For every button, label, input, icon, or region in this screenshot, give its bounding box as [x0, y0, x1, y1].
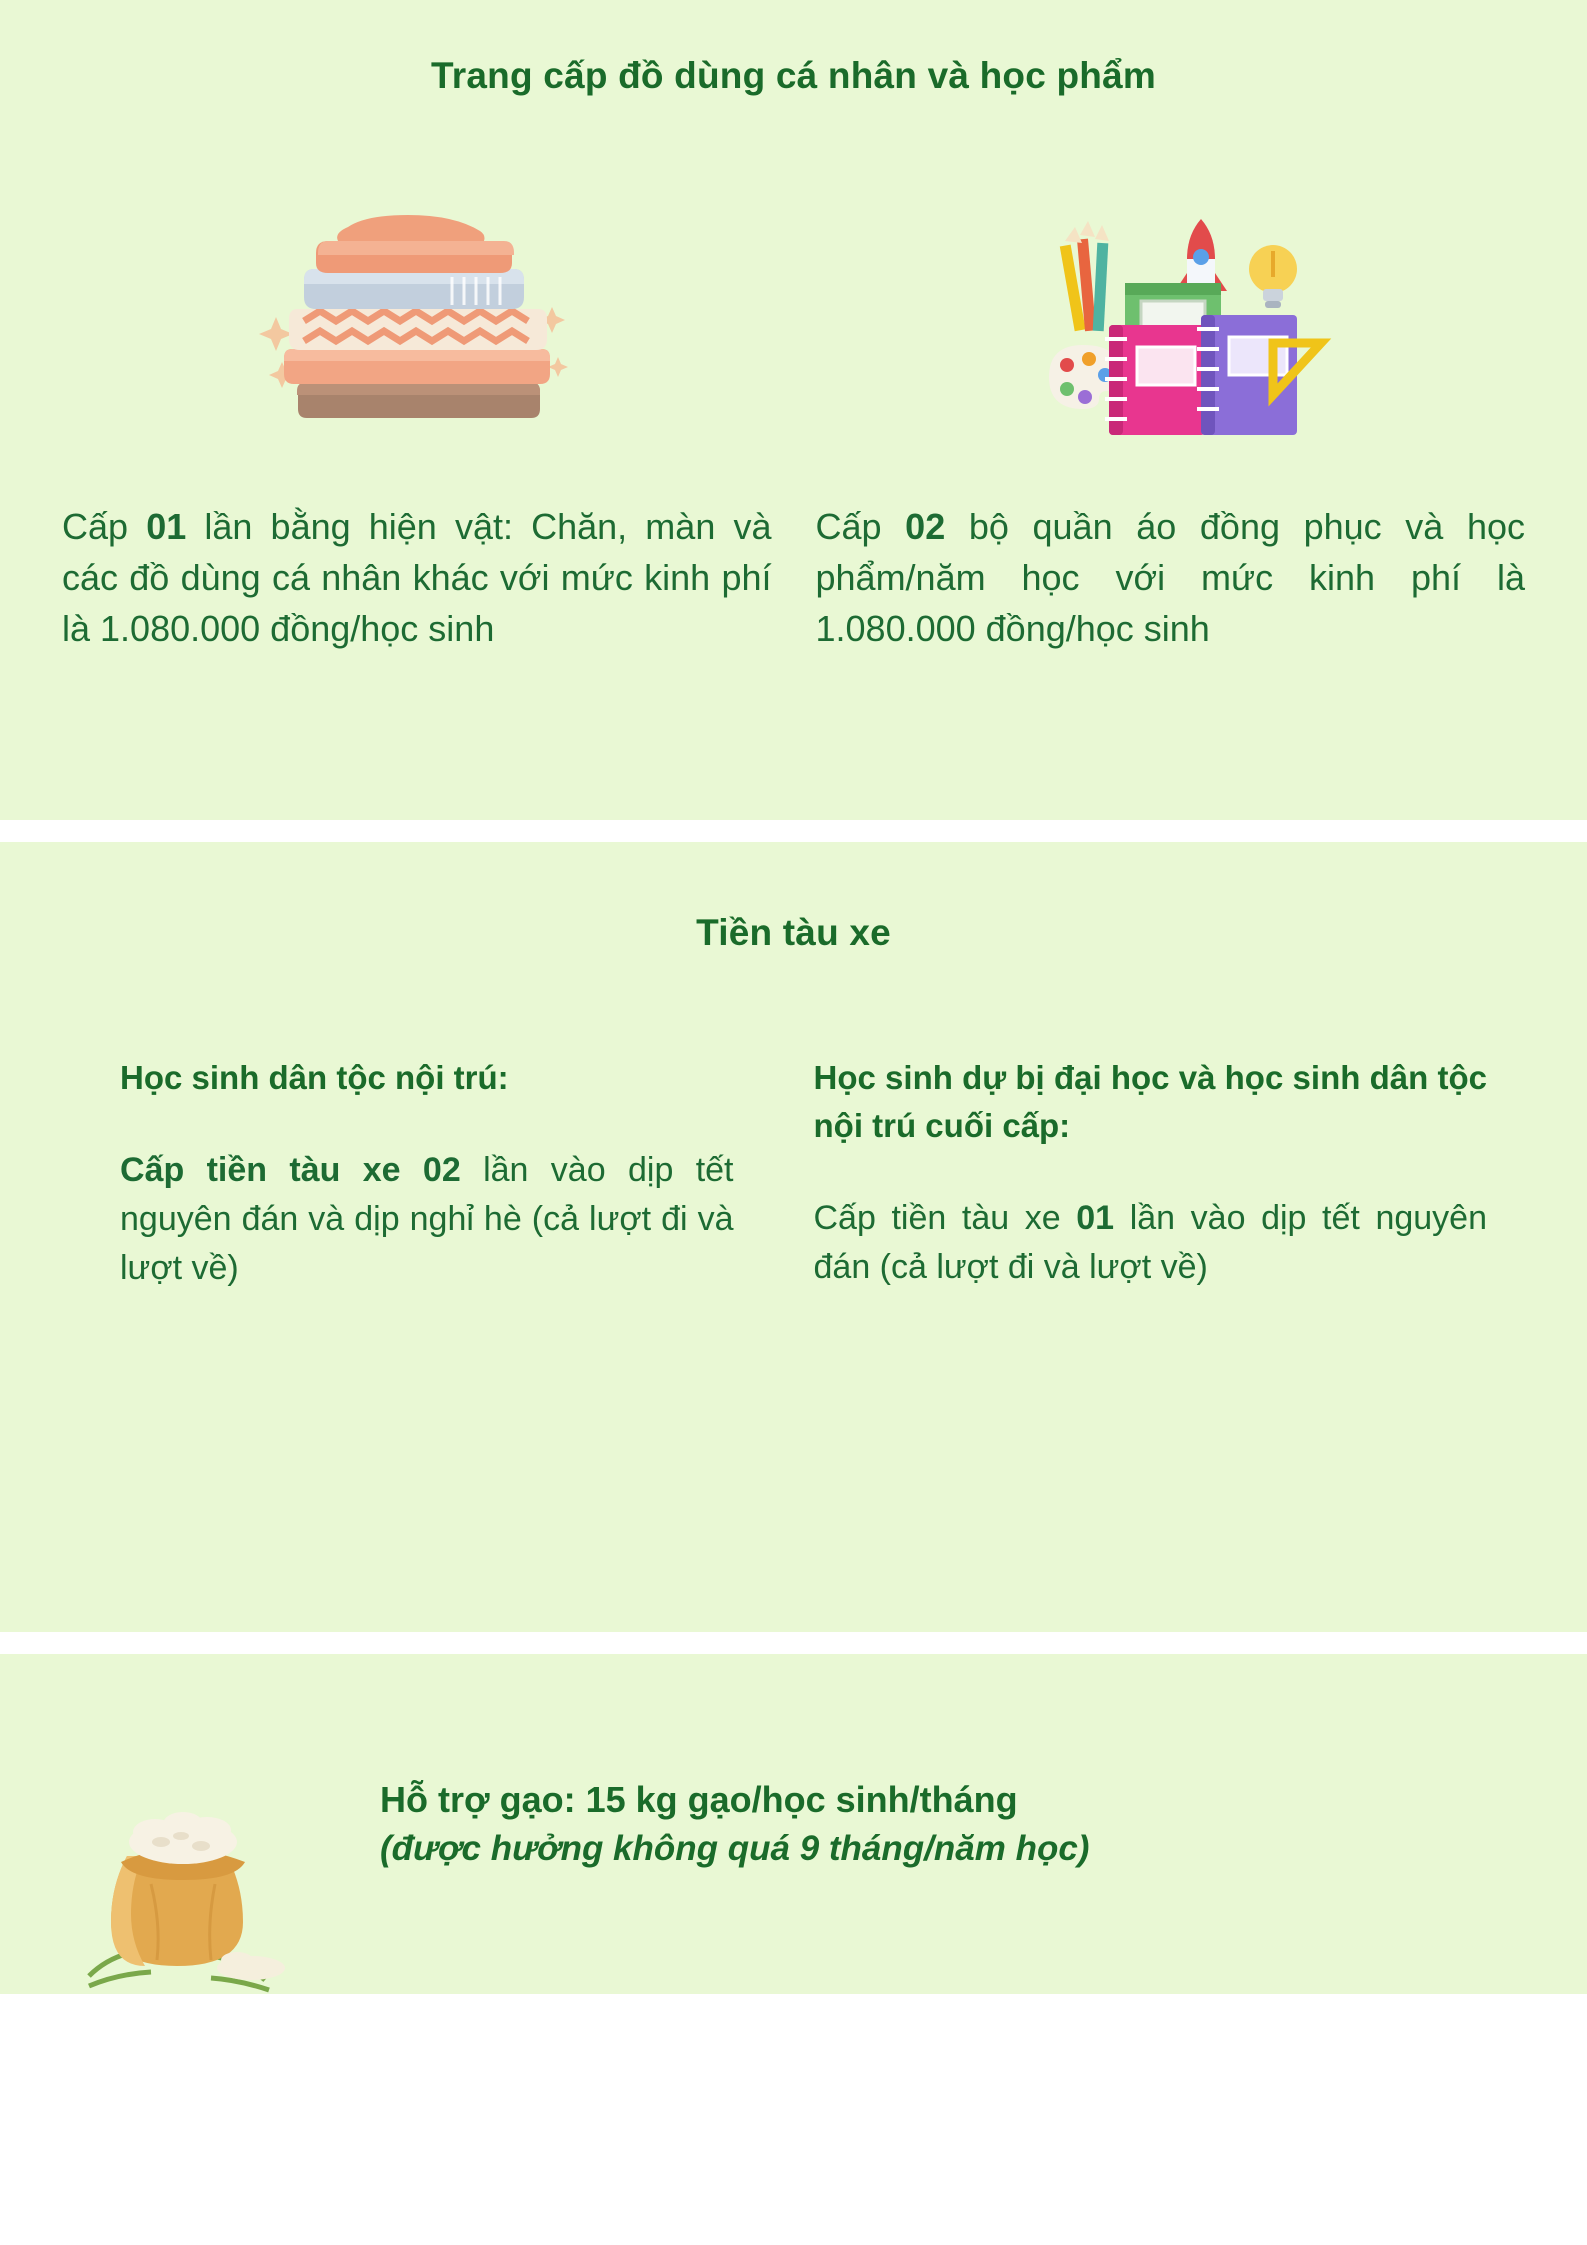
section-divider-one: [0, 820, 1587, 842]
section-travel-allowance: [0, 842, 1587, 1632]
section-personal-items: [0, 0, 1587, 820]
card-supplies-text: [816, 501, 1526, 654]
folded-blankets-icon: [252, 187, 582, 457]
rice-sack-icon: [40, 1654, 370, 1994]
section-one-title: Trang cấp đồ dùng cá nhân và học phẩm: [431, 55, 1156, 96]
section-divider-two: [0, 1632, 1587, 1654]
card-supplies-text-p1: Cấp: [815, 506, 906, 547]
card-blankets-text-b1: 01: [146, 506, 187, 547]
rice-support-line1: Hỗ trợ gạo: 15 kg gạo/học sinh/tháng: [380, 1779, 1018, 1821]
section-rice-support: [0, 1654, 1587, 1994]
card-supplies-text-b1: 02: [905, 506, 946, 547]
section-two-columns: [0, 1054, 1587, 1294]
section-two-title: Tiền tàu xe: [696, 912, 891, 953]
card-blankets-text-p1: Cấp: [62, 506, 147, 547]
card-supplies: [794, 187, 1548, 654]
column-prep-heading: Học sinh dự bị đại học và học sinh dân tộc nội trú cuối cấp:: [813, 1059, 1487, 1144]
column-boarding-students: [60, 1054, 794, 1294]
column-boarding-body-b1: 02: [422, 1150, 461, 1189]
column-prep-body-p1: Cấp tiền tàu xe: [813, 1198, 1077, 1237]
rice-support-text: [370, 1776, 1547, 1872]
section-one-cards: [0, 187, 1587, 654]
column-prep-body-b1: 01: [1076, 1198, 1115, 1237]
rice-support-line2: (được hưởng không quá 9 tháng/năm học): [380, 1828, 1090, 1868]
column-boarding-body: [120, 1146, 734, 1294]
school-supplies-icon: [1005, 187, 1335, 457]
column-boarding-heading: Học sinh dân tộc nội trú:: [120, 1059, 509, 1096]
column-boarding-body-p1: Cấp tiền tàu xe: [120, 1150, 423, 1189]
column-prep-university-students: [794, 1054, 1528, 1294]
card-blankets-text: [62, 501, 772, 654]
card-blankets: [40, 187, 794, 654]
column-prep-body: [814, 1194, 1488, 1293]
column-boarding-body-p2: lần vào dịp tết nguyên đán và dịp nghỉ hè (cả lượt đi và lượt về): [120, 1150, 734, 1288]
card-blankets-text-p2: lần bằng hiện vật: Chăn, màn và các đồ dùng cá nhân khác với mức kinh phí là 1.080.000 đồng/học sinh: [62, 506, 772, 650]
column-prep-body-p2: lần vào dịp tết nguyên đán (cả lượt đi và lượt về): [813, 1198, 1487, 1286]
card-supplies-text-p2: bộ quần áo đồng phục và học phẩm/năm học với mức kinh phí là 1.080.000 đồng/học sinh: [815, 506, 1525, 650]
